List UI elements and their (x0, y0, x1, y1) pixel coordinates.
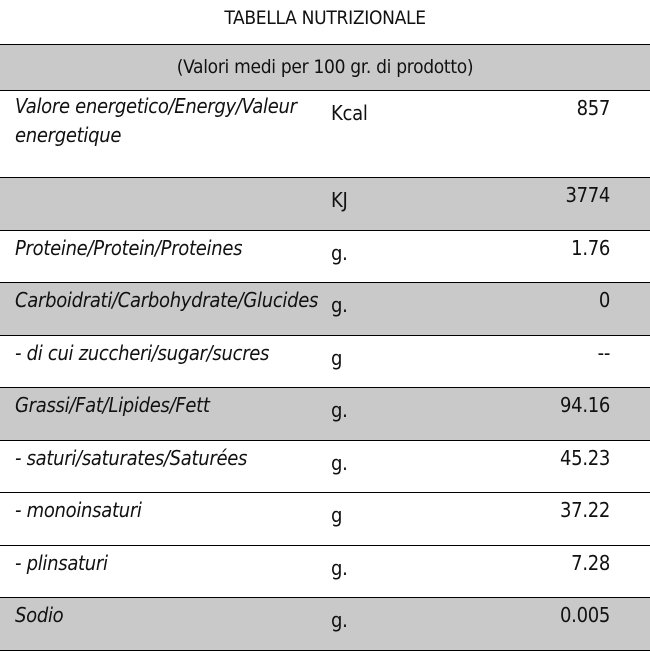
table-title-row (0, 0, 650, 45)
table-row-monounsaturates (0, 493, 650, 546)
nutrient-name: - di cui zuccheri/sugar/sucres (0, 336, 331, 388)
nutrient-value: 94.16 (461, 388, 650, 441)
nutrient-value: 3774 (461, 178, 650, 231)
nutrient-unit: g. (331, 441, 461, 493)
nutrient-name: - saturi/saturates/Saturées (0, 441, 331, 493)
table-row-protein (0, 231, 650, 283)
nutrient-name: - monoinsaturi (0, 493, 331, 546)
nutrient-unit: g (331, 493, 461, 546)
nutrient-name: Carboidrati/Carbohydrate/Glucides (0, 283, 331, 336)
nutrient-name: Grassi/Fat/Lipides/Fett (0, 388, 331, 441)
nutrient-unit: g (331, 336, 461, 388)
nutrient-value: -- (461, 336, 650, 388)
nutrient-value: 857 (461, 91, 650, 178)
table-row-sodium (0, 598, 650, 651)
table-row-sugars (0, 336, 650, 388)
nutrient-name: Valore energetico/Energy/Valeur energetique (0, 91, 331, 178)
nutrient-value: 0 (461, 283, 650, 336)
table-row-saturates (0, 441, 650, 493)
table-subtitle-row (0, 45, 650, 91)
nutrient-unit: g. (331, 598, 461, 651)
table-row-polyunsaturates (0, 546, 650, 598)
table-row-fat (0, 388, 650, 441)
table-row-energy-kcal (0, 91, 650, 178)
nutrient-value: 1.76 (461, 231, 650, 283)
table-subtitle: (Valori medi per 100 gr. di prodotto) (0, 45, 650, 91)
table-title: TABELLA NUTRIZIONALE (224, 7, 426, 29)
table-row-carbohydrate (0, 283, 650, 336)
nutrient-name: - plinsaturi (0, 546, 331, 598)
table-row-energy-kj (0, 178, 650, 231)
nutrient-unit: g. (331, 231, 461, 283)
nutrient-value: 0.005 (461, 598, 650, 651)
nutrient-name (0, 178, 331, 231)
nutrient-value: 45.23 (461, 441, 650, 493)
nutrient-value: 37.22 (461, 493, 650, 546)
nutrient-unit: g. (331, 388, 461, 441)
nutrient-name: Proteine/Protein/Proteines (0, 231, 331, 283)
nutrient-unit: Kcal (331, 91, 461, 178)
nutrient-value: 7.28 (461, 546, 650, 598)
nutrient-unit: g. (331, 546, 461, 598)
nutrient-unit: KJ (331, 178, 461, 231)
nutrient-unit: g. (331, 283, 461, 336)
nutrient-name: Sodio (0, 598, 331, 651)
